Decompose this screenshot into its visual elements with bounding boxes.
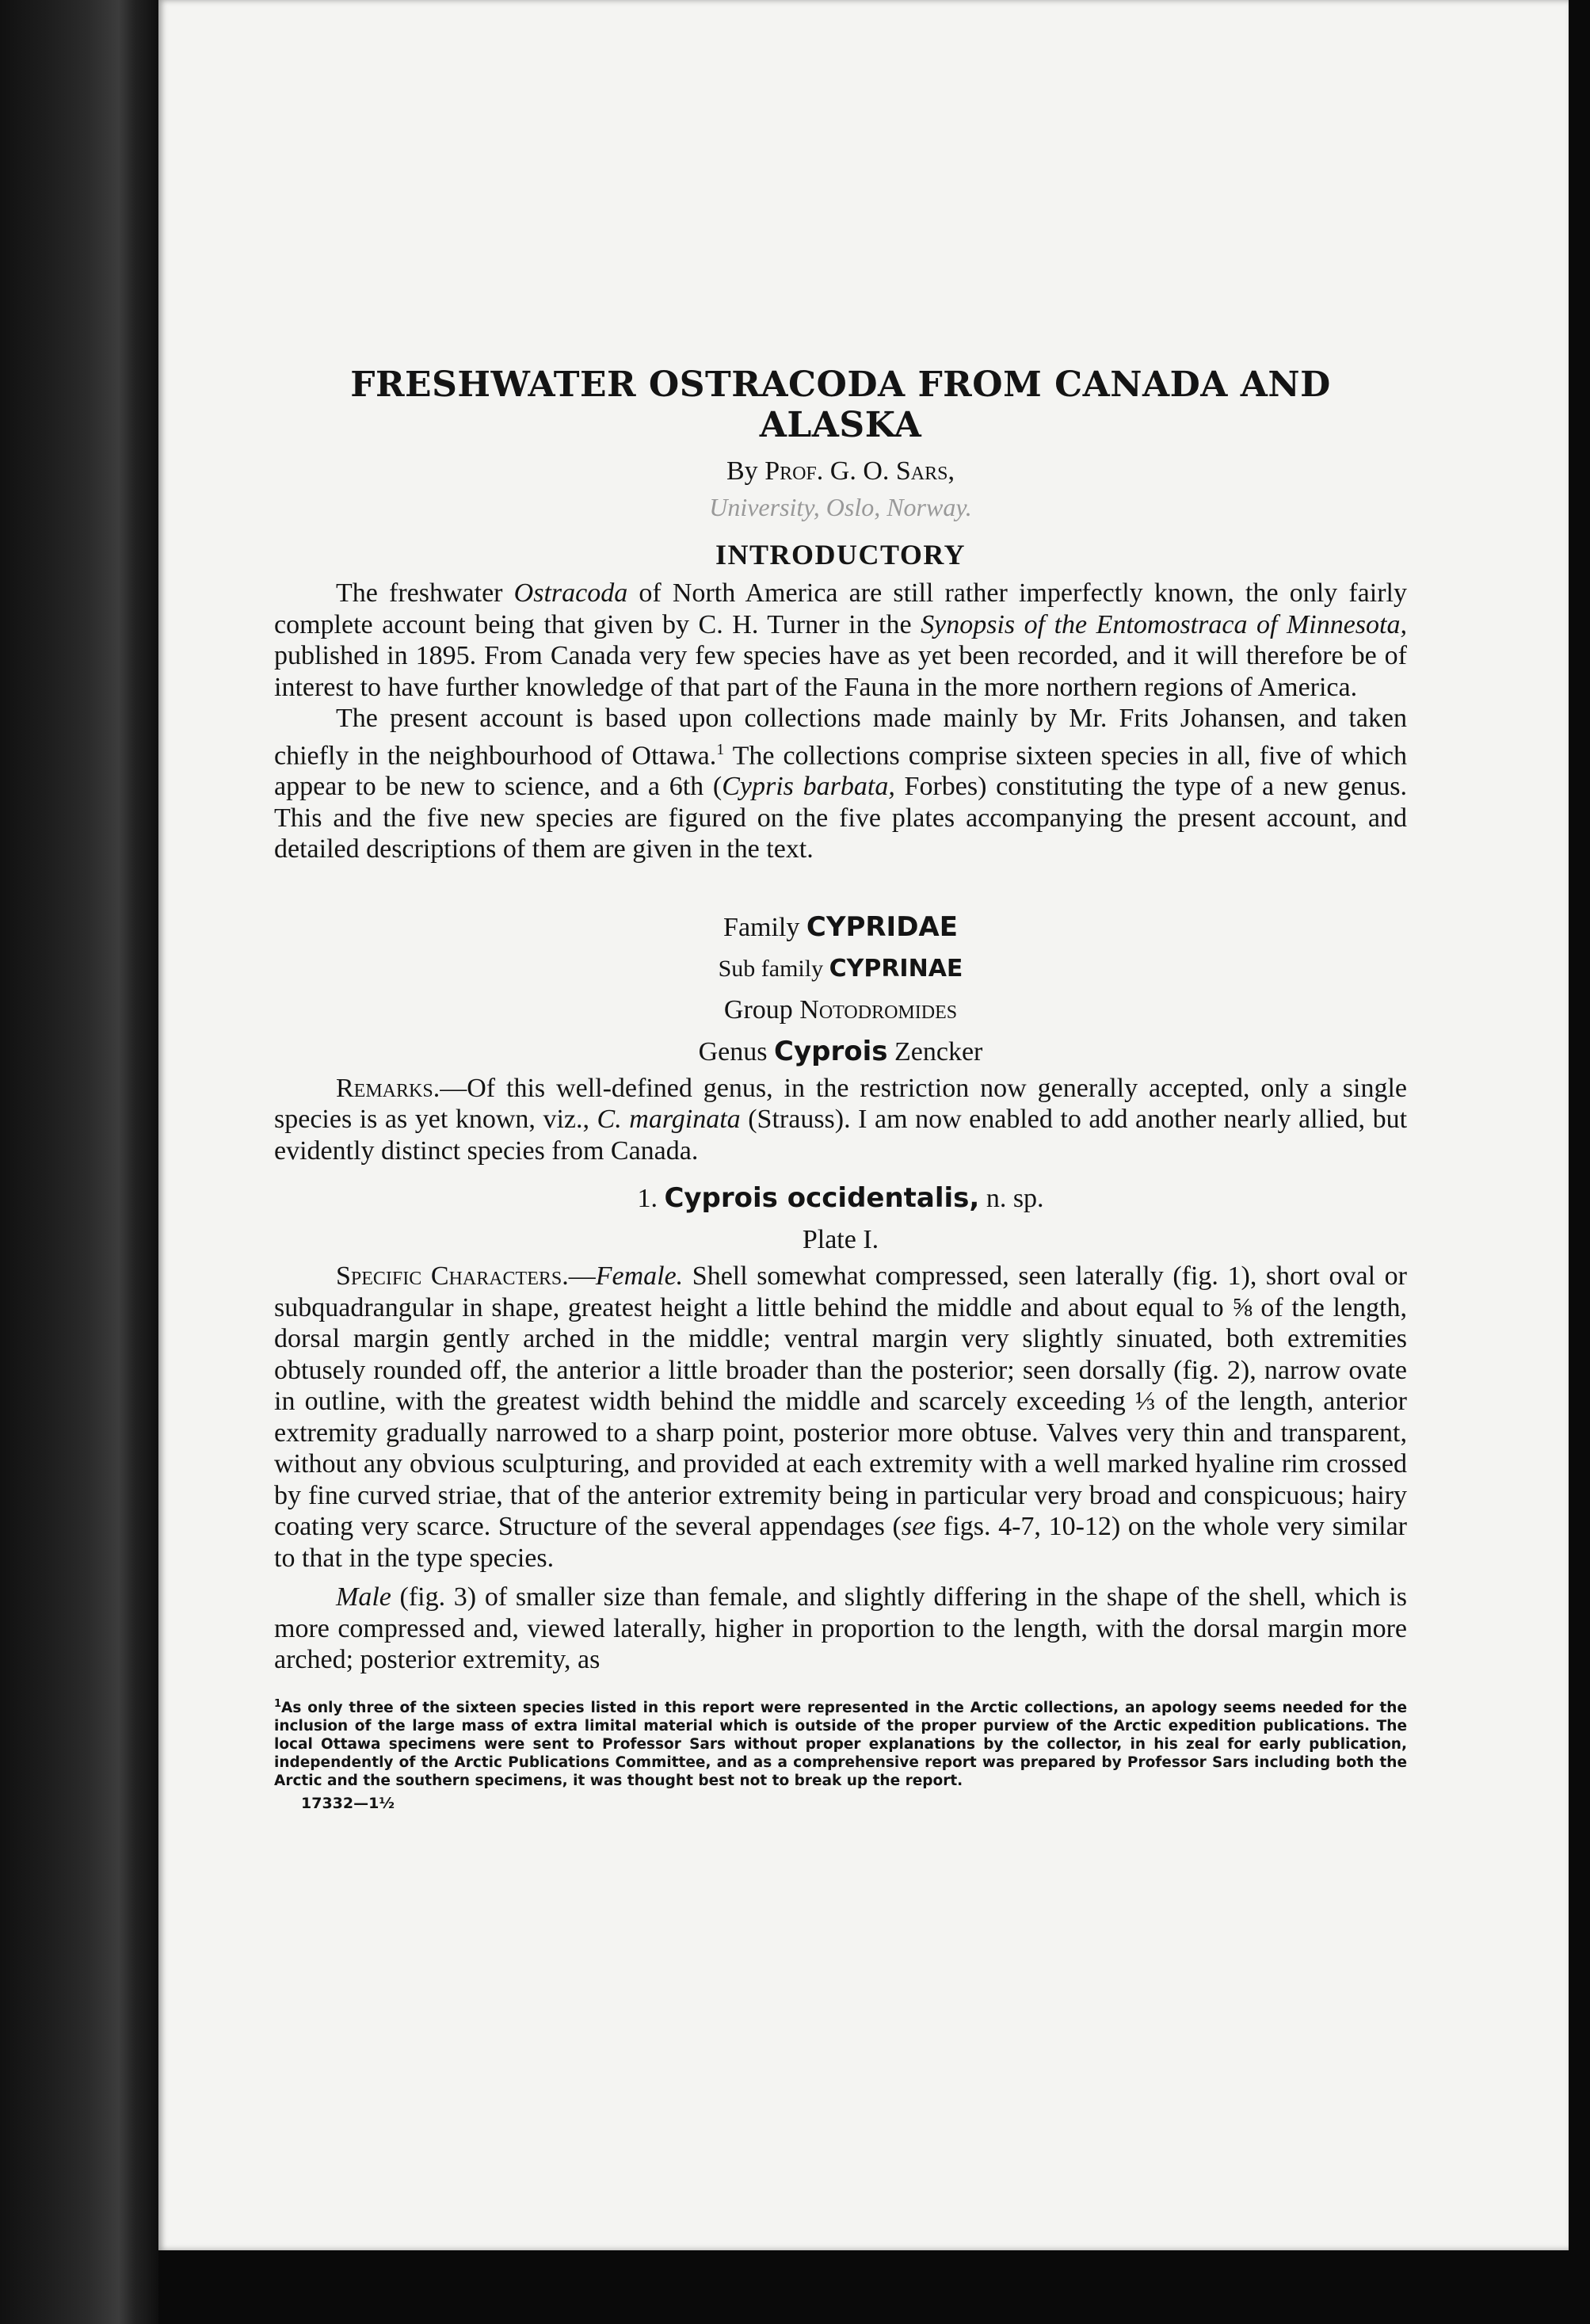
author-prefix: By — [726, 456, 758, 486]
text-run: (Strauss). I am now enabled to add another nearly allied, but evidently distinct species from Canada. — [274, 1105, 1408, 1166]
species-suffix: n. sp. — [979, 1184, 1044, 1214]
text-run: (fig. 3) of smaller size than female, and slightly differing in the shape of the shell, which is more compressed and, viewed laterally, higher in proportion to the length, with the dorsal margin more arched; posterior extremity, as — [274, 1582, 1407, 1675]
footnote — [274, 1695, 1407, 1790]
text-run: —Of this well-defined genus, in the restriction now generally accepted, only a single species is as yet known, viz., — [274, 1073, 1407, 1135]
male-paragraph — [274, 1582, 1407, 1676]
author-affiliation: University, Oslo, Norway. — [709, 493, 972, 521]
page-content — [274, 364, 1407, 1812]
section-heading-introductory: INTRODUCTORY — [715, 539, 967, 571]
taxon-name: Cyprois — [774, 1035, 888, 1067]
book-binding — [0, 0, 158, 2324]
specific-characters-paragraph — [274, 1261, 1407, 1574]
italic-sex-label: Male — [336, 1582, 391, 1612]
genus-heading — [274, 1031, 1407, 1073]
species-number: 1. — [637, 1184, 665, 1214]
taxon-rank: Family — [723, 912, 806, 942]
text-run: figs. 4-7, 10-12) on the whole very similar to that in the type species. — [274, 1512, 1407, 1573]
author-name: Prof. G. O. Sars, — [764, 456, 955, 486]
italic-taxon: C. marginata — [597, 1105, 741, 1135]
page — [158, 0, 1569, 2250]
intro-paragraph-1 — [274, 578, 1407, 703]
text-run: Shell somewhat compressed, seen laterally (fig. 1), short oval or subquadrangular in shape, greatest height a little behind the middle and about equal to ⅝ of the length, dorsal margin gently arched in the middle; ventral margin very slightly sinuated, both extremities obtusely rounded off, the anterior a little broader than the posterior; seen dorsally (fig. 2), narrow ovate in outline, with the greatest width behind the middle and scarcely exceeding ⅓ of the length, anterior extremity gradually narrowed to a sharp point, posterior more obtuse. Valves very thin and transparent, without any obvious sculpturing, and provided at each extremity with a well marked hyaline rim crossed by fine curved striae, that of the anterior extremity being in particular very broad and conspicuous; hairy coating very scarce. Structure of the several appendages ( — [274, 1261, 1407, 1542]
article-title: FRESHWATER OSTRACODA FROM CANADA AND ALASKA — [350, 364, 1331, 445]
taxon-author: Zencker — [887, 1036, 983, 1067]
italic-sex-label: Female. — [595, 1261, 684, 1292]
italic-taxon: Cypris barbata, — [722, 772, 895, 802]
text-run: published in 1895. From Canada very few species have as yet been recorded, and it will therefore be of interest to have further knowledge of that part of the Fauna in the more northern regions of America. — [274, 641, 1407, 702]
footnote-text: As only three of the sixteen species listed in this report were represented in the Arctic collections, an apology seems needed for the inclusion of the large mass of extra limital material which is outside of the proper purview of the Arctic expedition publications. The local Ottawa specimens were sent to Professor Sars without proper explanations by the collector, in his zeal for early publication, independently of the Arctic Publications Committee, and as a comprehensive report was prepared by Professor Sars including both the Arctic and the southern specimens, it was thought best not to break up the report. — [274, 1699, 1407, 1789]
plate-reference: Plate I. — [802, 1225, 879, 1255]
remarks-label: Remarks. — [336, 1073, 440, 1103]
footnote-marker: 1 — [274, 1697, 282, 1710]
printer-code: 17332—1½ — [301, 1794, 395, 1812]
taxon-name: Notodromides — [799, 994, 958, 1025]
taxon-rank: Sub family — [718, 955, 829, 982]
text-run: The freshwater — [336, 578, 514, 608]
italic-taxon: Ostracoda — [513, 578, 628, 608]
text-run: The collections comprise sixteen species in all, five of which appear to be new to science, and a 6th ( — [274, 740, 1407, 802]
specific-characters-label: Specific Characters. — [336, 1261, 569, 1292]
taxon-name: CYPRIDAE — [806, 910, 958, 943]
text-run: Forbes) constituting the type of a new genus. This and the five new species are figured on the five plates accompanying the present account, and detailed descriptions of them are given in the text. — [274, 772, 1408, 864]
footnote-marker: 1 — [716, 740, 725, 758]
family-heading — [274, 906, 1407, 948]
group-heading — [274, 990, 1407, 1031]
subfamily-heading — [274, 948, 1407, 990]
italic-publication-title: Synopsis of the Entomostraca of Minnesota, — [921, 609, 1407, 639]
species-name: Cyprois occidentalis, — [664, 1182, 980, 1215]
taxon-rank: Genus — [698, 1036, 775, 1067]
intro-paragraph-2 — [274, 703, 1407, 865]
text-run: of North America are still rather imperfectly known, the only fairly complete account being that given by C. H. Turner in the — [274, 578, 1407, 639]
text-run: — — [568, 1261, 596, 1292]
taxon-rank: Group — [723, 994, 800, 1025]
taxon-name: CYPRINAE — [829, 954, 963, 983]
italic-see: see — [901, 1512, 936, 1542]
remarks-paragraph — [274, 1073, 1407, 1167]
author-line — [274, 456, 1407, 487]
species-heading — [274, 1177, 1407, 1219]
text-run: The present account is based upon collections made mainly by Mr. Frits Johansen, and taken chiefly in the neighbourhood of Ottawa. — [274, 704, 1407, 770]
